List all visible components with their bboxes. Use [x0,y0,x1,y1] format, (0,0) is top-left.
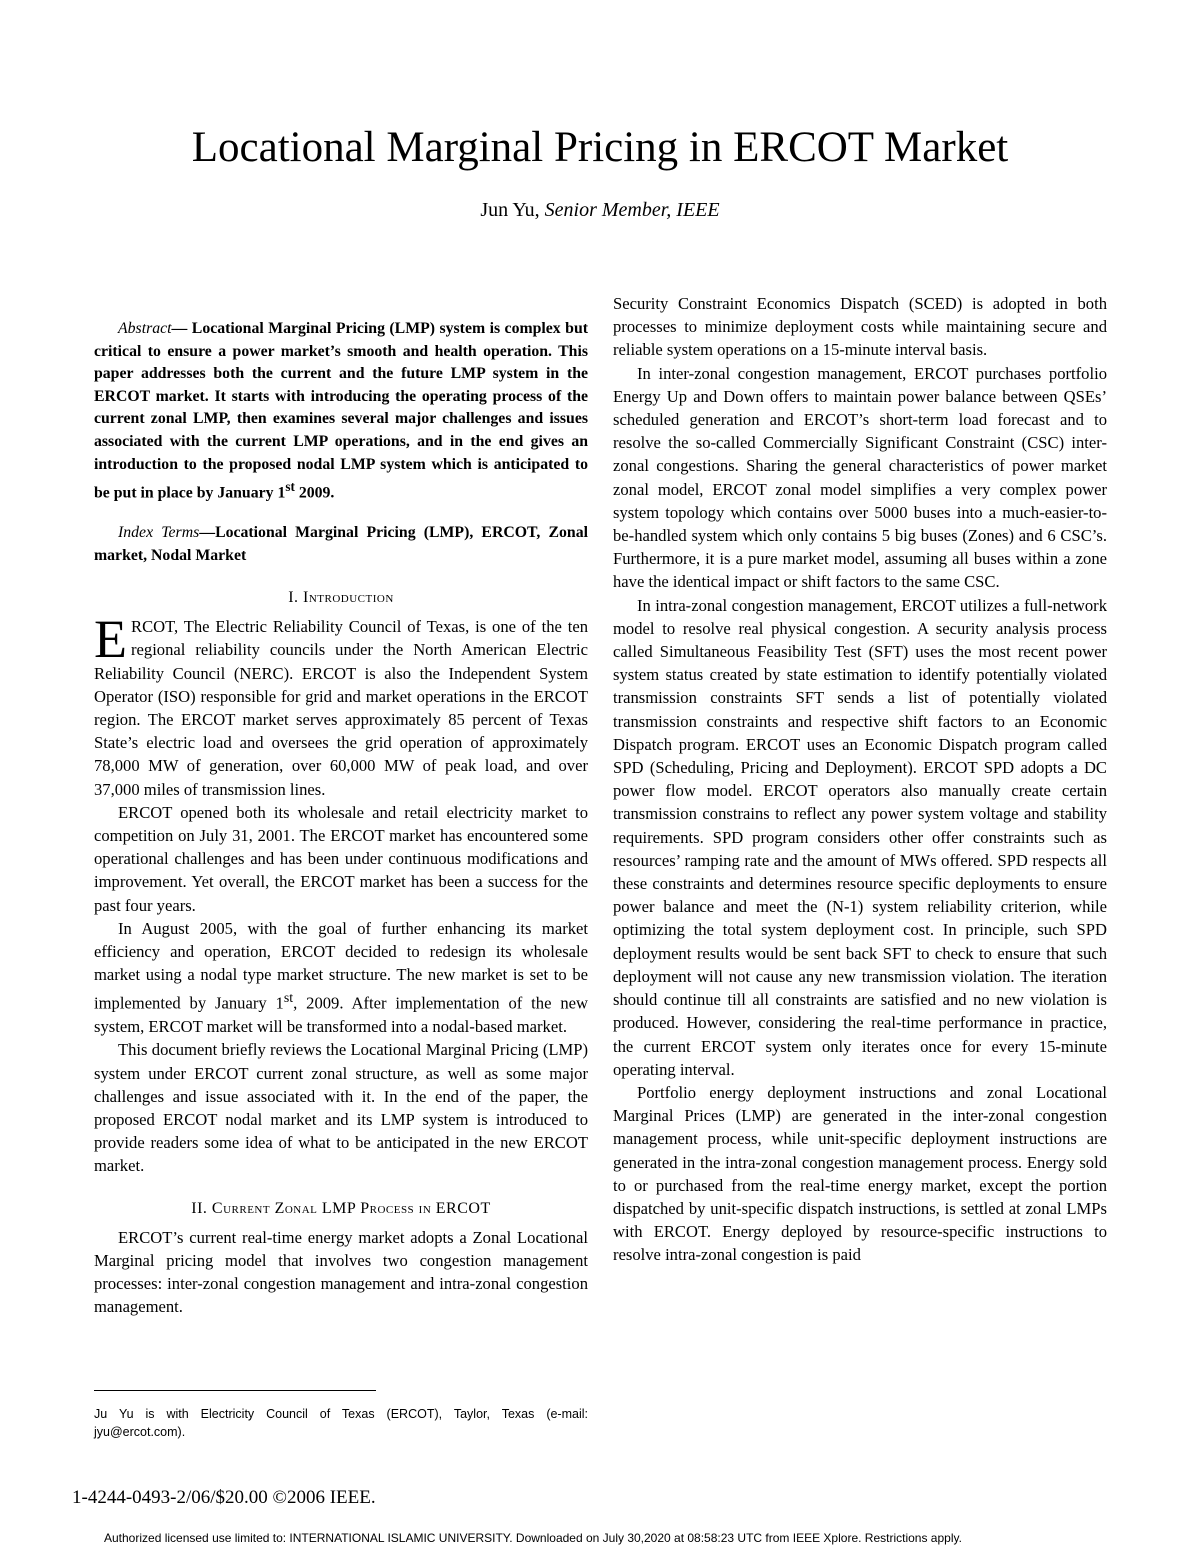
author-line [0,196,1200,224]
section-heading-introduction: I. Introduction [288,589,394,607]
paper-title: Locational Marginal Pricing in ERCOT Market [191,124,1009,171]
footnote: Ju Yu is with Electricity Council of Texas (ERCOT), Taylor, Texas (e-mail: jyu@ercot.com). [94,1407,588,1439]
footnote-rule [94,1390,376,1391]
intro-paragraph-2: ERCOT opened both its wholesale and retail electricity market to competition on July 31, 2001. The ERCOT market has encountered some operational challenges and has been under continuous modifications and improvement. Yet overall, the ERCOT market has been a success for the past four years. [94,802,588,915]
index-terms-text: —Locational Marginal Pricing (LMP), ERCOT, Zonal market, Nodal Market [94,524,588,564]
intro-paragraph-3-sup: st [283,990,294,1006]
left-column [94,318,588,1318]
author-name: Jun Yu, [480,199,540,221]
right-paragraph-1: Security Constraint Economics Dispatch (SCED) is adopted in both processes to minimize deployment costs while maintaining secure and reliable system operations on a 15-minute interval basis. [613,294,1107,360]
abstract-label: Abstract [118,320,172,337]
current-paragraph-1: ERCOT’s current real-time energy market adopts a Zonal Locational Marginal pricing model that involves two congestion management processes: inter-zonal congestion management and intra-zonal congestion management. [94,1227,588,1317]
intro-paragraph-1-text: RCOT, The Electric Reliability Council of Texas, is one of the ten regional reliability councils under the North American Electric Reliability Council (NERC). ERCOT is also the Independent System Operator (ISO) responsible for grid and market operations in the ERCOT region. The ERCOT market serves approximately 85 percent of Texas State’s electric load and oversees the grid operation of approximately 78,000 MW of generation, over 60,000 MW of peak load, and over 37,000 miles of transmission lines. [94,617,588,799]
intro-paragraph-4: This document briefly reviews the Locational Marginal Pricing (LMP) system under ERCOT current zonal structure, as well as some major challenges and issue associated with it. In the end of the paper, the proposed ERCOT nodal market and its LMP system is introduced to provide readers some idea of what to be anticipated in the new ERCOT market. [94,1040,588,1176]
intro-paragraph-1 [94,609,588,801]
author-affiliation: Senior Member, IEEE [544,199,720,221]
abstract-dash: — [171,320,192,337]
right-column [613,292,1107,1267]
intro-paragraph-3-a: In August 2005, with the goal of further enhancing its market efficiency and operation, ERCOT decided to redesign its wholesale market using a nodal type market structure. The new market is set to be implemented by January 1 [94,918,588,1013]
intro-paragraph-3-b: , 2009. After implementation of the new system, ERCOT market will be transformed into a nodal-based market. [94,993,589,1037]
abstract [94,318,588,505]
abstract-tail: 2009. [294,484,335,502]
index-terms-label: Index Terms [118,524,200,542]
abstract-sup: st [285,479,295,495]
section-heading-current-zonal: II. Current Zonal LMP Process in ERCOT [191,1199,491,1217]
right-paragraph-3: In intra-zonal congestion management, ERCOT utilizes a full-network model to resolve real physical congestion. A security analysis process called Simultaneous Feasibility Test (SFT) uses the most recent power system status created by state estimation to identify potentially violated transmission constraints SFT sends a list of potentially violated transmission constraints and respective shift factors to an Economic Dispatch program. ERCOT uses an Economic Dispatch program called SPD (Scheduling, Pricing and Deployment). ERCOT SPD adopts a DC power flow model. ERCOT operators also manually create certain transmission constrains to reflect any power system voltage and stability requirements. SPD program considers other offer constraints such as resources’ ramping rate and the amount of MWs offered. SPD respects all these constraints and determines resource specific deployments to ensure power balance and meet the (N-1) system reliability criterion, while optimizing the total system deployment cost. In principle, such SPD deployment results would be sent back SFT to check to ensure that such deployment will not cause any new transmission violation. The iteration should continue till all constraints are satisfied and no new violation is produced. However, considering the real-time performance in practice, the current ERCOT system only iterates once for every 15-minute operating interval. [613,595,1107,1079]
drop-cap: E [94,609,127,670]
abstract-text: Locational Marginal Pricing (LMP) system is complex but critical to ensure a power market’s smooth and health operation. This paper addresses both the current and the future LMP system in the ERCOT market. It starts with introducing the operating process of the current zonal LMP, then examines several major challenges and issues associated with the current LMP operations, and in the end gives an introduction to the proposed nodal LMP system which is anticipated to be put in place by January 1 [94,320,588,502]
intro-paragraph-3 [94,917,588,1039]
right-paragraph-2: In inter-zonal congestion management, ERCOT purchases portfolio Energy Up and Down offers to maintain power balance between QSEs’ scheduled generation and ERCOT’s short-term load forecast and to resolve the so-called Commercially Significant Constraint (CSC) inter-zonal congestions. Sharing the general characteristics of power market zonal model, ERCOT zonal model simplifies a very complex power system topology which contains over 5000 buses into a much-easier-to-be-handled system which only contains 5 big buses (Zones) and 6 CSC’s. Furthermore, it is a pure market model, assuming all buses within a zone have the identical impact or shift factors to the same CSC. [613,363,1107,592]
copyright-notice: 1-4244-0493-2/06/$20.00 ©2006 IEEE. [72,1487,376,1508]
index-terms [94,522,588,567]
right-paragraph-4: Portfolio energy deployment instructions and zonal Locational Marginal Prices (LMP) are generated in the inter-zonal congestion management process, while unit-specific deployment instructions are generated in the intra-zonal congestion management process. Energy sold to or purchased from the real-time energy market, except the portion dispatched by unit-specific dispatch instructions, is settled at zonal LMPs with ERCOT. Energy deployed by resource-specific instructions to resolve intra-zonal congestion is paid [613,1082,1107,1265]
license-notice: Authorized licensed use limited to: INTERNATIONAL ISLAMIC UNIVERSITY. Downloaded on July 30,2020 at 08:58:23 UTC from IEEE Xplore. Restrictions apply. [104,1531,962,1545]
